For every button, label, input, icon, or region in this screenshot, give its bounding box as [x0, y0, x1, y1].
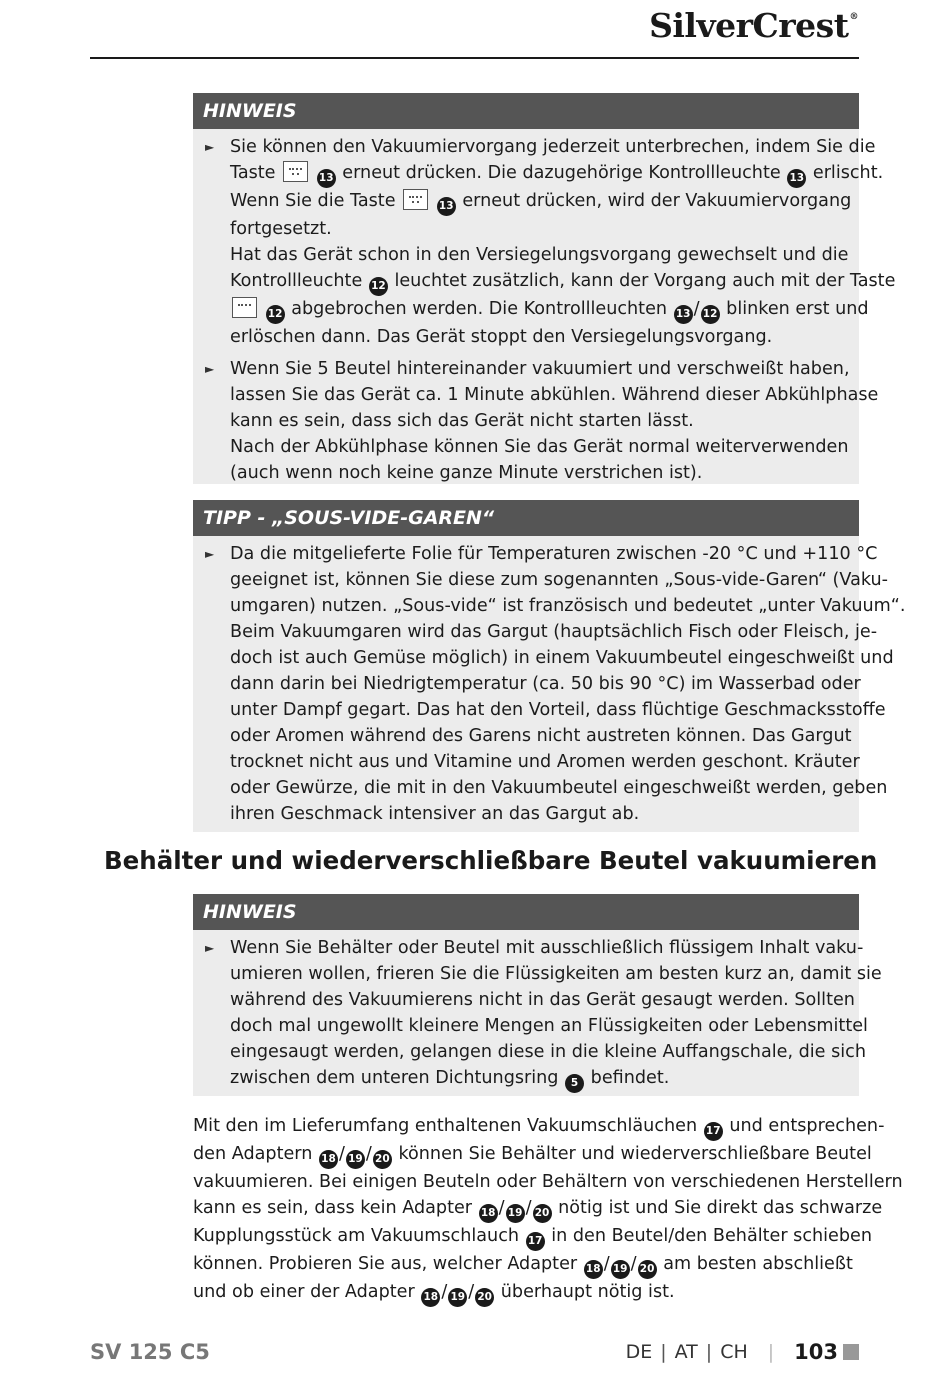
country-de: DE	[625, 1341, 653, 1363]
tipp-box	[193, 500, 906, 832]
ref-20: 20	[638, 1260, 657, 1279]
vacuum-key-icon	[283, 161, 308, 182]
seal-key-icon	[232, 297, 257, 318]
ref-17: 17	[704, 1122, 723, 1141]
list-item: ► Sie können den Vakuumiervorgang jederzeit unterbrechen, indem Sie die Taste 13 erneut drücken. Die dazugehörige Kontrollleuchte 13 erlischt. Wenn Sie die Taste 13 erneut drücken, wird der Vakuumiervorgang fortgesetzt. Hat das Gerät schon in den Versiegelungsvorgang gewechselt und die Kontrollleuchte 12 leuchtet zusätzlich, kann der Vorgang auch mit der Taste 12 abgebrochen werden. Die Kontrollleuchten 13 / 12 blinken erst und erlöschen dann. Das Gerät stoppt den Versiegelungsvorgang.	[203, 134, 849, 350]
footer-right: DE | AT | CH | 103	[626, 1340, 859, 1364]
ref-13: 13	[317, 169, 336, 188]
hinweis-title-2: HINWEIS	[193, 894, 859, 930]
ref-13: 13	[787, 169, 806, 188]
ref-12: 12	[701, 305, 720, 324]
ref-20: 20	[533, 1204, 552, 1223]
list-item: ► Da die mitgelieferte Folie für Temperaturen zwischen -20 °C und +110 °C geeignet ist, können Sie diese zum sogenannten „Sous-vide-Garen“ (Vaku- umgaren) nutzen. „Sous-vide“ ist französisch und bedeutet „unter Vakuum“. Beim Vakuumgaren wird das Gargut (hauptsächlich Fisch oder Fleisch, je- doch ist auch Gemüse möglich) in einem Vakuumbeutel eingeschweißt und dann darin bei Niedrigtemperatur (ca. 50 bis 90 °C) im Wasserbad oder unter Dampf gegart. Das hat den Vorteil, dass flüchtige Geschmacksstoffe oder Aromen während des Garens nicht austreten können. Das Gargut trocknet nicht aus und Vitamine und Aromen werden geschont. Kräuter oder Gewürze, die mit in den Vakuumbeutel eingeschweißt werden, geben ihren Geschmack intensiver an das Gargut ab.	[203, 541, 849, 827]
ref-19: 19	[448, 1288, 467, 1307]
tipp-title: TIPP - „SOUS-VIDE-GAREN“	[193, 500, 859, 536]
body-paragraph: Mit den im Lieferumfang enthaltenen Vakuumschläuchen 17 und entsprechen- den Adaptern 18 / 19 / 20 können Sie Behälter und wiederverschließbare Beutel vakuumieren. Bei einigen Beuteln oder Behältern von verschiedenen Herstellern kann es sein, dass kein Adapter 18 / 19 / 20 nötig ist und Sie direkt das schwarze Kupplungsstück am Vakuumschlauch 17 in den Beutel/den Behälter schieben können. Probieren Sie aus, welcher Adapter 18 / 19 / 20 am besten abschließt und ob einer der Adapter 18 / 19 / 20 überhaupt nötig ist.	[193, 1113, 903, 1307]
ref-17: 17	[526, 1232, 545, 1251]
ref-19: 19	[506, 1204, 525, 1223]
ref-20: 20	[475, 1288, 494, 1307]
arrow-bullet-icon: ►	[205, 941, 215, 955]
ref-12: 12	[266, 305, 285, 324]
country-ch: CH	[720, 1341, 748, 1363]
ref-18: 18	[479, 1204, 498, 1223]
ref-12: 12	[369, 277, 388, 296]
brand-logo: SilverCrest®	[649, 6, 858, 45]
hinweis-title-1: HINWEIS	[193, 93, 859, 129]
ref-19: 19	[611, 1260, 630, 1279]
list-item: ► Wenn Sie 5 Beutel hintereinander vakuumiert und verschweißt haben, lassen Sie das Gerät ca. 1 Minute abkühlen. Während dieser Abkühlphase kann es sein, dass sich das Gerät nicht starten lässt. Nach der Abkühlphase können Sie das Gerät normal weiterverwenden (auch wenn noch keine ganze Minute verstrichen ist).	[203, 356, 849, 486]
header-rule	[90, 57, 859, 59]
vacuum-key-icon	[403, 189, 428, 210]
ref-20: 20	[373, 1150, 392, 1169]
ref-18: 18	[421, 1288, 440, 1307]
arrow-bullet-icon: ►	[205, 362, 215, 376]
ref-18: 18	[584, 1260, 603, 1279]
footer-model: SV 125 C5	[90, 1340, 210, 1364]
page-number: 103	[794, 1340, 838, 1364]
arrow-bullet-icon: ►	[205, 140, 215, 154]
hinweis-box-1	[193, 93, 896, 484]
ref-19: 19	[346, 1150, 365, 1169]
ref-5: 5	[565, 1074, 584, 1093]
section-heading: Behälter und wiederverschließbare Beutel vakuumieren	[104, 846, 878, 875]
list-item: ► Wenn Sie Behälter oder Beutel mit ausschließlich flüssigem Inhalt vaku- umieren wollen, frieren Sie die Flüssigkeiten am besten kurz an, damit sie während des Vakuumierens nicht in das Gerät gesaugt werden. Sollten doch mal ungewollt kleinere Mengen an Flüssigkeiten oder Lebensmittel eingesaugt werden, gelangen diese in die kleine Auffangschale, die sich zwischen dem unteren Dichtungsring 5 befindet.	[203, 935, 849, 1093]
arrow-bullet-icon: ►	[205, 547, 215, 561]
hinweis-box-2	[193, 894, 882, 1096]
ref-13: 13	[437, 197, 456, 216]
ref-18: 18	[319, 1150, 338, 1169]
country-at: AT	[674, 1341, 698, 1363]
page-marker-icon	[843, 1344, 859, 1360]
ref-13: 13	[674, 305, 693, 324]
